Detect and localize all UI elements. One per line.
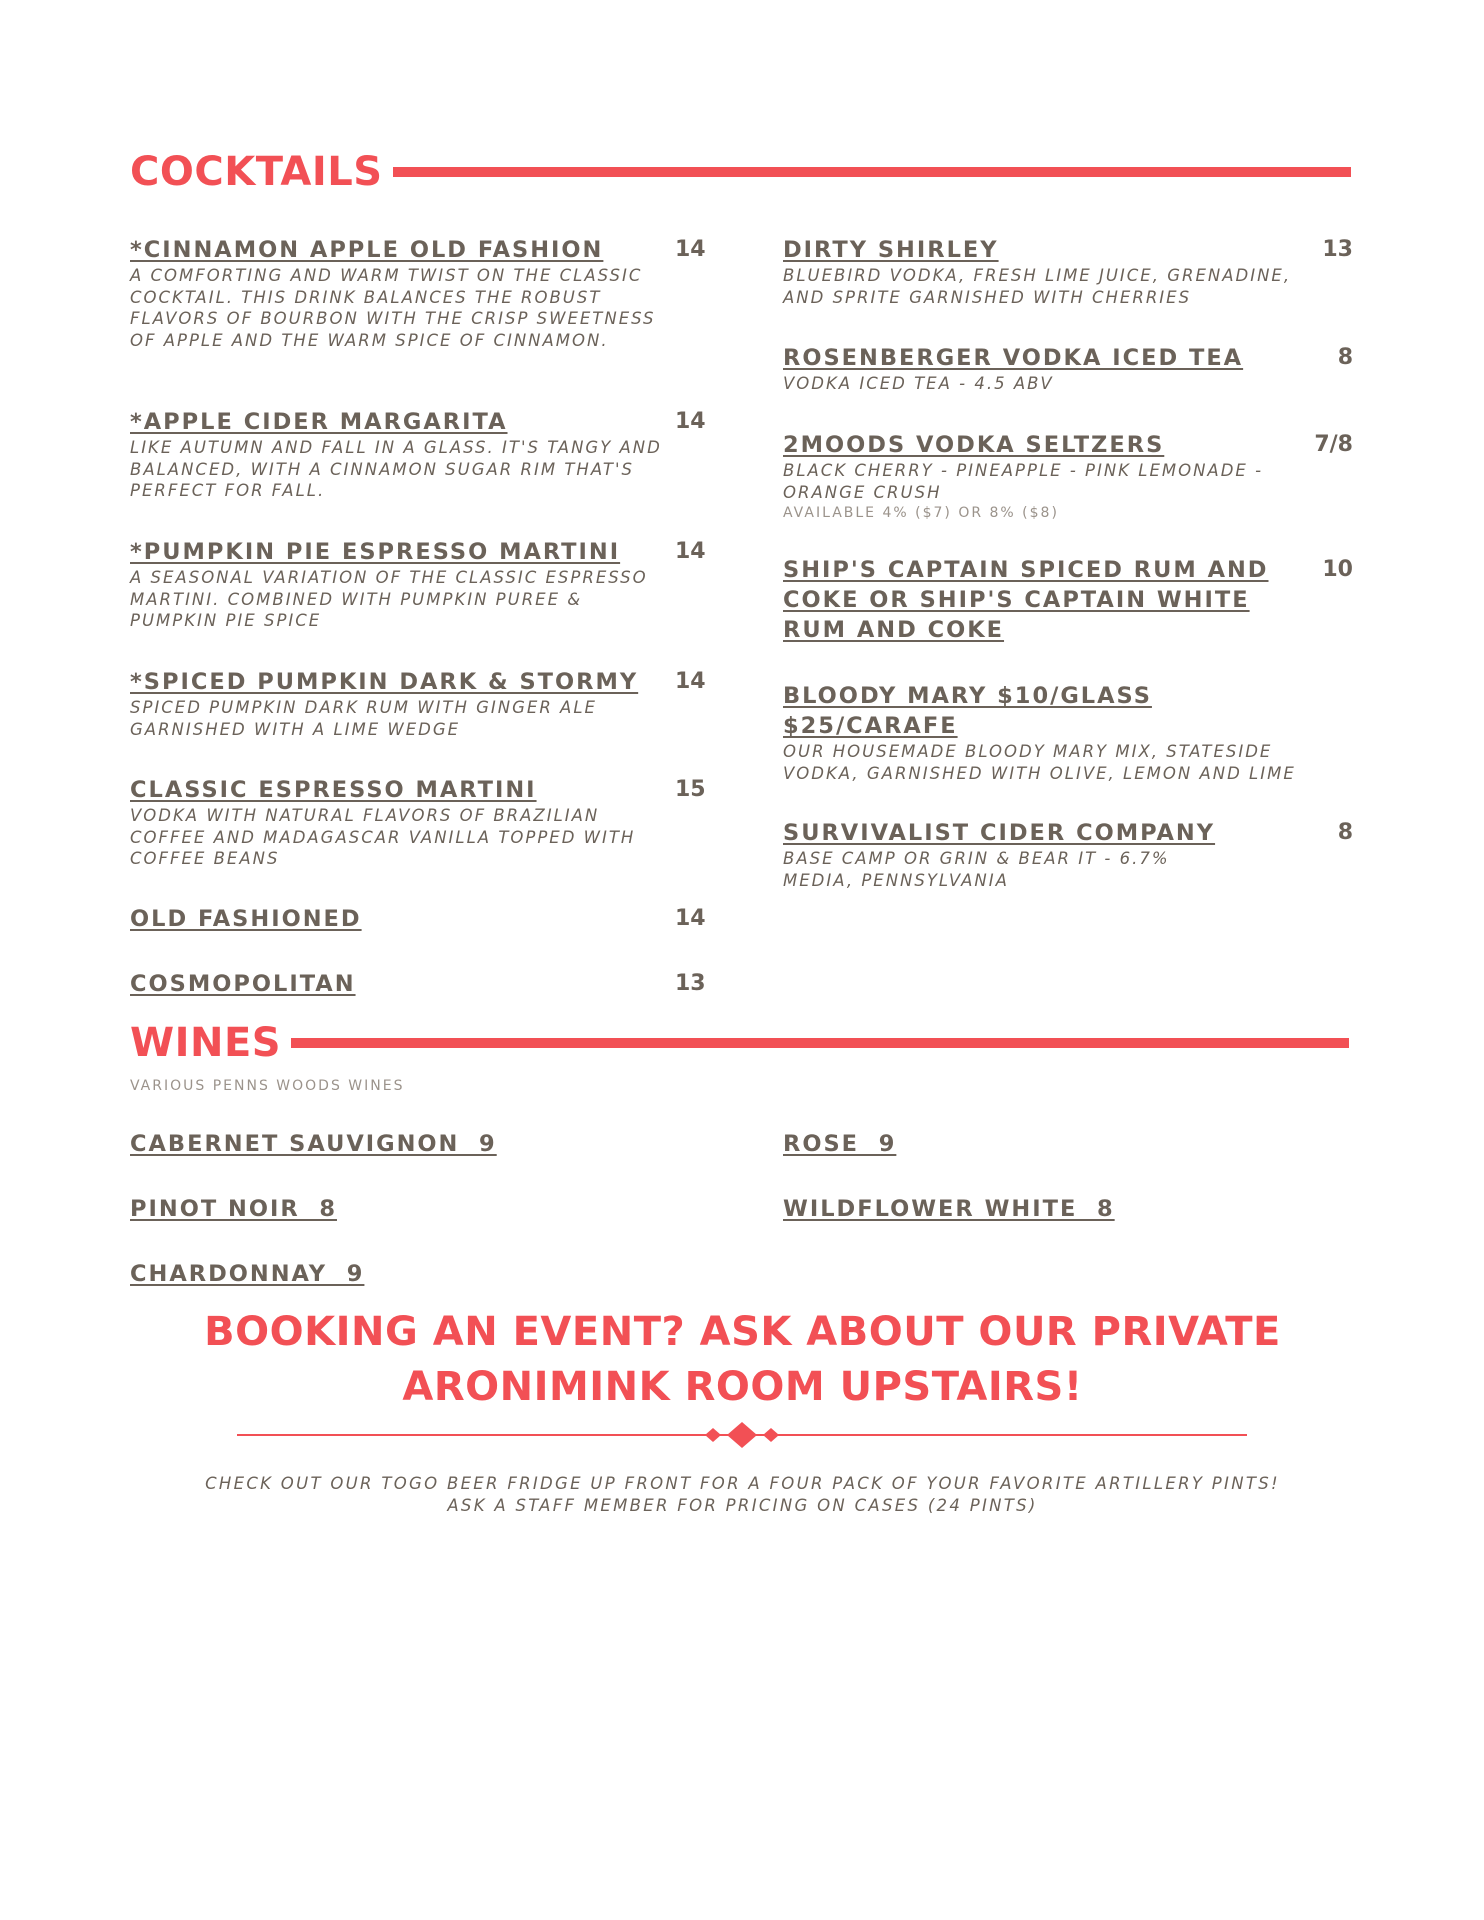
- menu-item: [130, 537, 705, 632]
- wines-subtitle: VARIOUS PENNS WOODS WINES: [130, 1078, 405, 1094]
- item-description: VODKA ICED TEA - 4.5 ABV: [783, 374, 1054, 393]
- menu-item: [130, 969, 705, 999]
- menu-item: [130, 407, 705, 502]
- item-name: CLASSIC ESPRESSO MARTINI: [130, 777, 537, 803]
- item-name: COSMOPOLITAN: [130, 971, 356, 997]
- menu-item: [783, 430, 1353, 523]
- item-price: 14: [675, 409, 706, 434]
- item-name: ROSENBERGER VODKA ICED TEA: [783, 345, 1244, 371]
- cocktails-header: [130, 149, 1351, 195]
- item-price: 14: [675, 906, 706, 931]
- item-name: SHIP'S CAPTAIN SPICED RUM AND COKE OR SHIP'S CAPTAIN WHITE RUM AND COKE: [783, 557, 1269, 643]
- promo-line-2: ARONIMINK ROOM UPSTAIRS!: [402, 1364, 1083, 1410]
- item-price: 7/8: [1314, 432, 1353, 457]
- item-description: BLACK CHERRY - PINEAPPLE - PINK LEMONADE - ORANGE CRUSH: [783, 461, 1264, 502]
- item-price: 14: [675, 237, 706, 262]
- item-price: 15: [675, 777, 706, 802]
- item-name: *CINNAMON APPLE OLD FASHION: [130, 237, 604, 263]
- item-description: BASE CAMP OR GRIN & BEAR IT - 6.7% MEDIA, PENNSYLVANIA: [783, 849, 1170, 890]
- cocktails-title: COCKTAILS: [130, 149, 383, 195]
- item-note: AVAILABLE 4% ($7) OR 8% ($8): [783, 505, 1059, 521]
- item-price: 13: [1322, 237, 1353, 262]
- item-price: 8: [1337, 345, 1353, 370]
- item-price: 14: [675, 669, 706, 694]
- menu-item: [783, 818, 1353, 891]
- item-name: SURVIVALIST CIDER COMPANY: [783, 820, 1216, 846]
- menu-item: [783, 681, 1353, 784]
- menu-item: [783, 235, 1353, 308]
- wine-item: CHARDONNAY 9: [130, 1261, 365, 1287]
- item-name: *SPICED PUMPKIN DARK & STORMY: [130, 669, 639, 695]
- ornament-divider: [237, 1420, 1247, 1450]
- item-name: DIRTY SHIRLEY: [783, 237, 999, 263]
- wines-title: WINES: [130, 1020, 282, 1066]
- footer-line-1: CHECK OUT OUR TOGO BEER FRIDGE UP FRONT FOR A FOUR PACK OF YOUR FAVORITE ARTILLERY PINTS!: [205, 1474, 1280, 1493]
- item-description: LIKE AUTUMN AND FALL IN A GLASS. IT'S TANGY AND BALANCED, WITH A CINNAMON SUGAR RIM THAT'S PERFECT FOR FALL.: [130, 438, 662, 500]
- item-name: *PUMPKIN PIE ESPRESSO MARTINI: [130, 539, 621, 565]
- cocktails-rule: [393, 167, 1351, 177]
- item-price: 10: [1322, 557, 1353, 582]
- item-description: BLUEBIRD VODKA, FRESH LIME JUICE, GRENADINE, AND SPRITE GARNISHED WITH CHERRIES: [783, 266, 1292, 307]
- footer-line-2: ASK A STAFF MEMBER FOR PRICING ON CASES (24 PINTS): [447, 1495, 1038, 1515]
- item-description: A SEASONAL VARIATION OF THE CLASSIC ESPRESSO MARTINI. COMBINED WITH PUMPKIN PUREE & PUMPKIN PIE SPICE: [130, 568, 648, 630]
- menu-item: [783, 343, 1353, 395]
- footer-note: [130, 1473, 1355, 1516]
- menu-item: [783, 555, 1353, 645]
- menu-item: [130, 775, 705, 870]
- wines-header: [130, 1020, 1349, 1066]
- menu-item: [130, 235, 705, 351]
- item-description: VODKA WITH NATURAL FLAVORS OF BRAZILIAN COFFEE AND MADAGASCAR VANILLA TOPPED WITH COFFEE BEANS: [130, 806, 636, 868]
- wines-rule: [291, 1038, 1349, 1048]
- item-description: OUR HOUSEMADE BLOODY MARY MIX, STATESIDE VODKA, GARNISHED WITH OLIVE, LEMON AND LIME: [783, 742, 1296, 783]
- menu-item: [130, 904, 705, 934]
- wine-item: CABERNET SAUVIGNON 9: [130, 1131, 497, 1157]
- menu-item: [130, 667, 705, 740]
- wine-item: PINOT NOIR 8: [130, 1196, 337, 1222]
- item-name: *APPLE CIDER MARGARITA: [130, 409, 508, 435]
- wine-item: WILDFLOWER WHITE 8: [783, 1196, 1115, 1222]
- item-price: 13: [675, 971, 706, 996]
- item-price: 8: [1337, 820, 1353, 845]
- item-name: 2MOODS VODKA SELTZERS: [783, 432, 1165, 458]
- promo-line-1: BOOKING AN EVENT? ASK ABOUT OUR PRIVATE: [204, 1309, 1281, 1355]
- promo-heading: [130, 1305, 1355, 1415]
- item-description: A COMFORTING AND WARM TWIST ON THE CLASSIC COCKTAIL. THIS DRINK BALANCES THE ROBUST FLAVORS OF BOURBON WITH THE CRISP SWEETNESS OF APPLE AND THE WARM SPICE OF CINNAMON.: [130, 266, 656, 350]
- item-description: SPICED PUMPKIN DARK RUM WITH GINGER ALE GARNISHED WITH A LIME WEDGE: [130, 698, 597, 739]
- item-price: 14: [675, 539, 706, 564]
- item-name: OLD FASHIONED: [130, 906, 362, 932]
- wine-item: ROSE 9: [783, 1131, 897, 1157]
- item-name: BLOODY MARY $10/GLASS $25/CARAFE: [783, 683, 1152, 739]
